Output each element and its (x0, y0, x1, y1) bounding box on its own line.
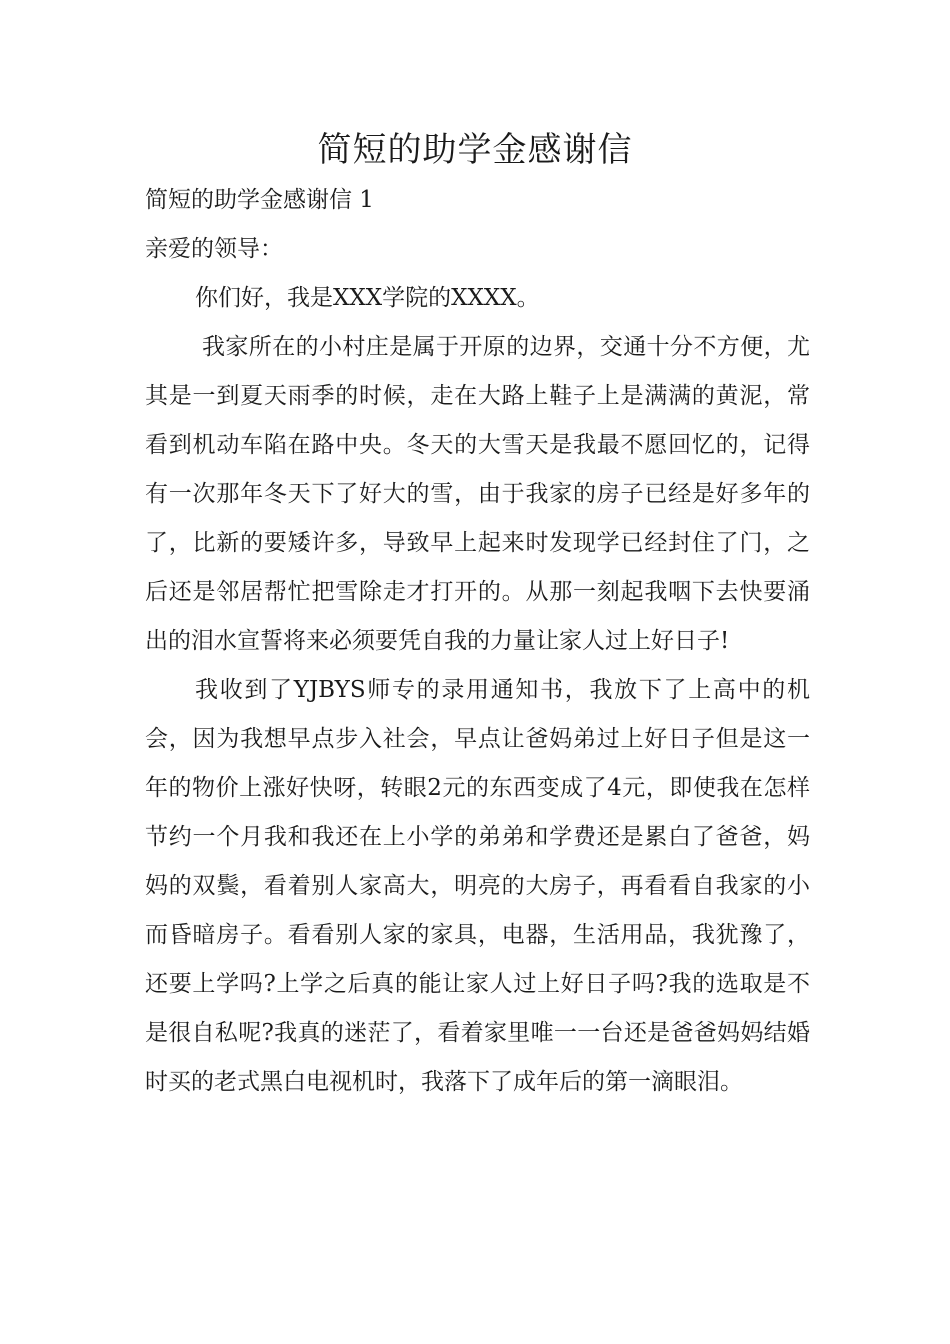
document-title: 简短的助学金感谢信 (317, 130, 633, 170)
paragraph-admission: 我收到了YJBYS师专的录用通知书，我放下了上高中的机会，因为我想早点步入社会，早点让爸妈弟过上好日子但是这一年的物价上涨好快呀，转眼2元的东西变成了4元，即使我在怎样节约一个月我和我还在上小学的弟弟和学费还是累白了爸爸，妈妈的双鬓，看着别人家高大，明亮的大房子，再看看自我家的小而昏暗房子。看看别人家的家具，电器，生活用品，我犹豫了，还要上学吗?上学之后真的能让家人过上好日子吗?我的选取是不是很自私呢?我真的迷茫了，看着家里唯一一台还是爸爸妈妈结婚时买的老式黑白电视机时，我落下了成年后的第一滴眼泪。 (145, 677, 810, 1095)
document-body (145, 176, 810, 1107)
paragraph-hometown: 我家所在的小村庄是属于开原的边界，交通十分不方便，尤其是一到夏天雨季的时候，走在大路上鞋子上是满满的黄泥，常看到机动车陷在路中央。冬天的大雪天是我最不愿回忆的，记得有一次那年冬天下了好大的雪，由于我家的房子已经是好多年的了，比新的要矮许多，导致早上起来时发现学已经封住了门，之后还是邻居帮忙把雪除走才打开的。从那一刻起我咽下去快要涌出的泪水宣誓将来必须要凭自我的力量让家人过上好日子! (145, 334, 810, 654)
salutation: 亲爱的领导： (145, 236, 283, 262)
section-heading: 简短的助学金感谢信 1 (145, 187, 374, 213)
paragraph-greeting: 你们好，我是XXX学院的XXXX。 (195, 285, 540, 311)
